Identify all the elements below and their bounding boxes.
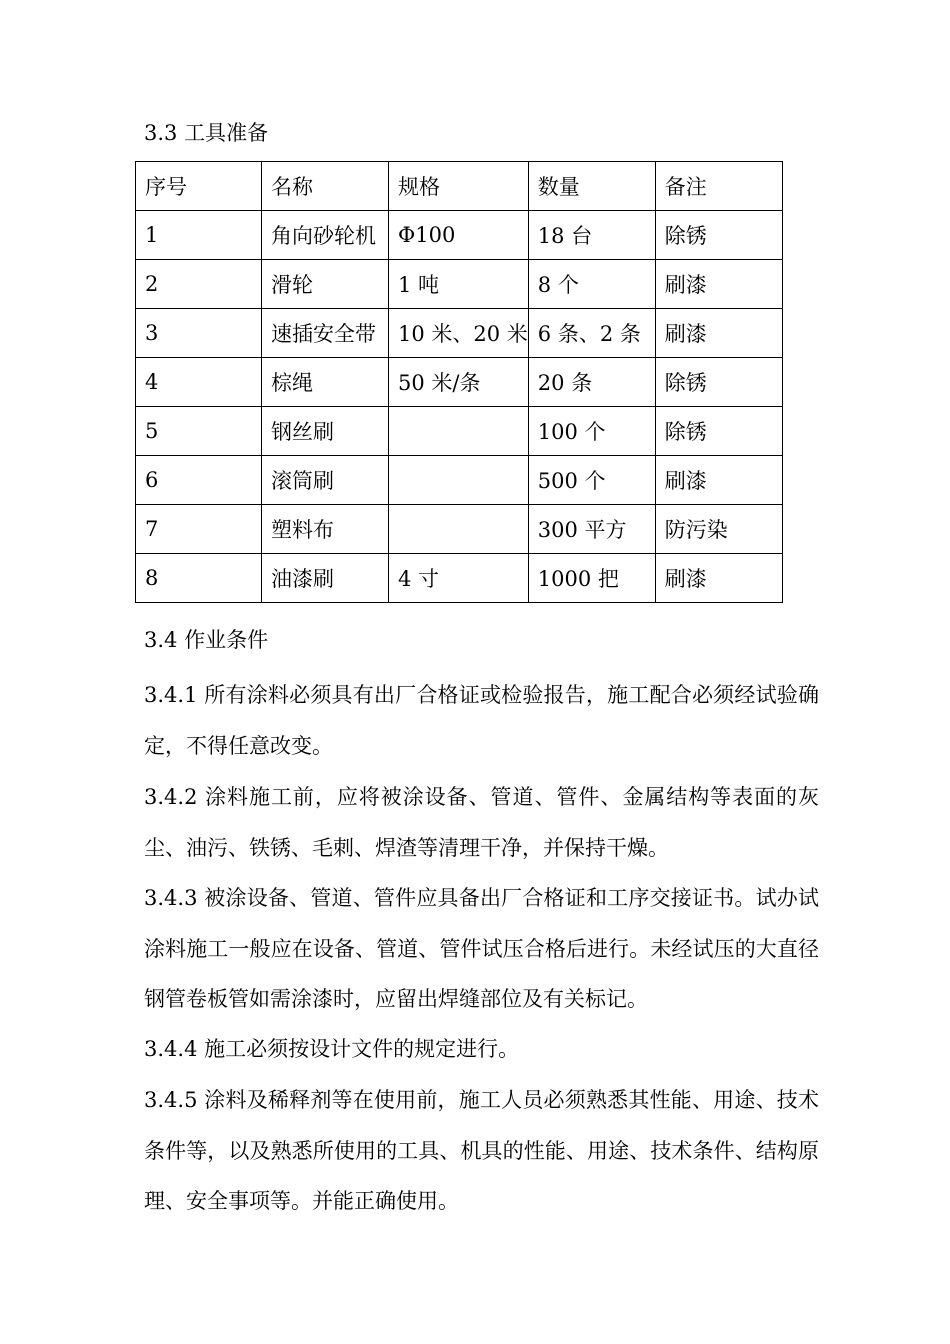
- cell-spec: [389, 456, 529, 505]
- cell-quantity: 1000 把: [528, 554, 655, 603]
- section-3-4-title: 3.4 作业条件: [144, 628, 269, 652]
- cell-serial: 8: [136, 554, 262, 603]
- cell-remark: 防污染: [655, 505, 782, 554]
- cell-quantity: 8 个: [528, 260, 655, 309]
- cell-remark: 除锈: [655, 407, 782, 456]
- table-row: [136, 505, 783, 554]
- tools-table: [135, 161, 783, 603]
- section-3-3-title: 3.3 工具准备: [144, 121, 269, 145]
- cell-serial: 7: [136, 505, 262, 554]
- cell-spec: [389, 407, 529, 456]
- cell-remark: 刷漆: [655, 554, 782, 603]
- table-row: [136, 554, 783, 603]
- header-name: 名称: [262, 162, 389, 211]
- header-quantity: 数量: [528, 162, 655, 211]
- cell-quantity: 6 条、2 条: [528, 309, 655, 358]
- cell-name: 棕绳: [262, 358, 389, 407]
- cell-serial: 1: [136, 211, 262, 260]
- cell-name: 塑料布: [262, 505, 389, 554]
- table-row: [136, 211, 783, 260]
- cell-remark: 除锈: [655, 211, 782, 260]
- cell-quantity: 300 平方: [528, 505, 655, 554]
- paragraph-3-4-1: 3.4.1 所有涂料必须具有出厂合格证或检验报告，施工配合必须经试验确定，不得任意改变。: [144, 683, 819, 758]
- paragraph-3-4-4: 3.4.4 施工必须按设计文件的规定进行。: [144, 1037, 520, 1061]
- cell-quantity: 500 个: [528, 456, 655, 505]
- table-header-row: [136, 162, 783, 211]
- cell-name: 滚筒刷: [262, 456, 389, 505]
- cell-name: 钢丝刷: [262, 407, 389, 456]
- cell-remark: 刷漆: [655, 456, 782, 505]
- cell-quantity: 18 台: [528, 211, 655, 260]
- cell-serial: 3: [136, 309, 262, 358]
- cell-serial: 2: [136, 260, 262, 309]
- header-spec: 规格: [389, 162, 529, 211]
- table-row: [136, 358, 783, 407]
- cell-name: 滑轮: [262, 260, 389, 309]
- cell-remark: 刷漆: [655, 309, 782, 358]
- cell-name: 速插安全带: [262, 309, 389, 358]
- paragraph-3-4-3: 3.4.3 被涂设备、管道、管件应具备出厂合格证和工序交接证书。试办试涂料施工一般应在设备、管道、管件试压合格后进行。未经试压的大直径钢管卷板管如需涂漆时，应留出焊缝部位及有关标记。: [144, 886, 819, 1011]
- cell-name: 油漆刷: [262, 554, 389, 603]
- cell-serial: 6: [136, 456, 262, 505]
- cell-spec: 50 米/条: [389, 358, 529, 407]
- cell-serial: 4: [136, 358, 262, 407]
- tools-table-body: [136, 211, 783, 603]
- table-row: [136, 260, 783, 309]
- cell-spec: 1 吨: [389, 260, 529, 309]
- cell-spec: Φ100: [389, 211, 529, 260]
- header-remark: 备注: [655, 162, 782, 211]
- table-row: [136, 456, 783, 505]
- paragraph-3-4-2: 3.4.2 涂料施工前，应将被涂设备、管道、管件、金属结构等表面的灰尘、油污、铁锈、毛刺、焊渣等清理干净，并保持干燥。: [144, 785, 819, 860]
- cell-spec: 4 寸: [389, 554, 529, 603]
- cell-quantity: 20 条: [528, 358, 655, 407]
- cell-spec: [389, 505, 529, 554]
- cell-name: 角向砂轮机: [262, 211, 389, 260]
- cell-remark: 除锈: [655, 358, 782, 407]
- header-serial: 序号: [136, 162, 262, 211]
- cell-remark: 刷漆: [655, 260, 782, 309]
- paragraph-3-4-5: 3.4.5 涂料及稀释剂等在使用前，施工人员必须熟悉其性能、用途、技术条件等，以及熟悉所使用的工具、机具的性能、用途、技术条件、结构原理、安全事项等。并能正确使用。: [144, 1088, 819, 1213]
- table-row: [136, 407, 783, 456]
- cell-serial: 5: [136, 407, 262, 456]
- cell-quantity: 100 个: [528, 407, 655, 456]
- cell-spec: 10 米、20 米: [389, 309, 529, 358]
- table-row: [136, 309, 783, 358]
